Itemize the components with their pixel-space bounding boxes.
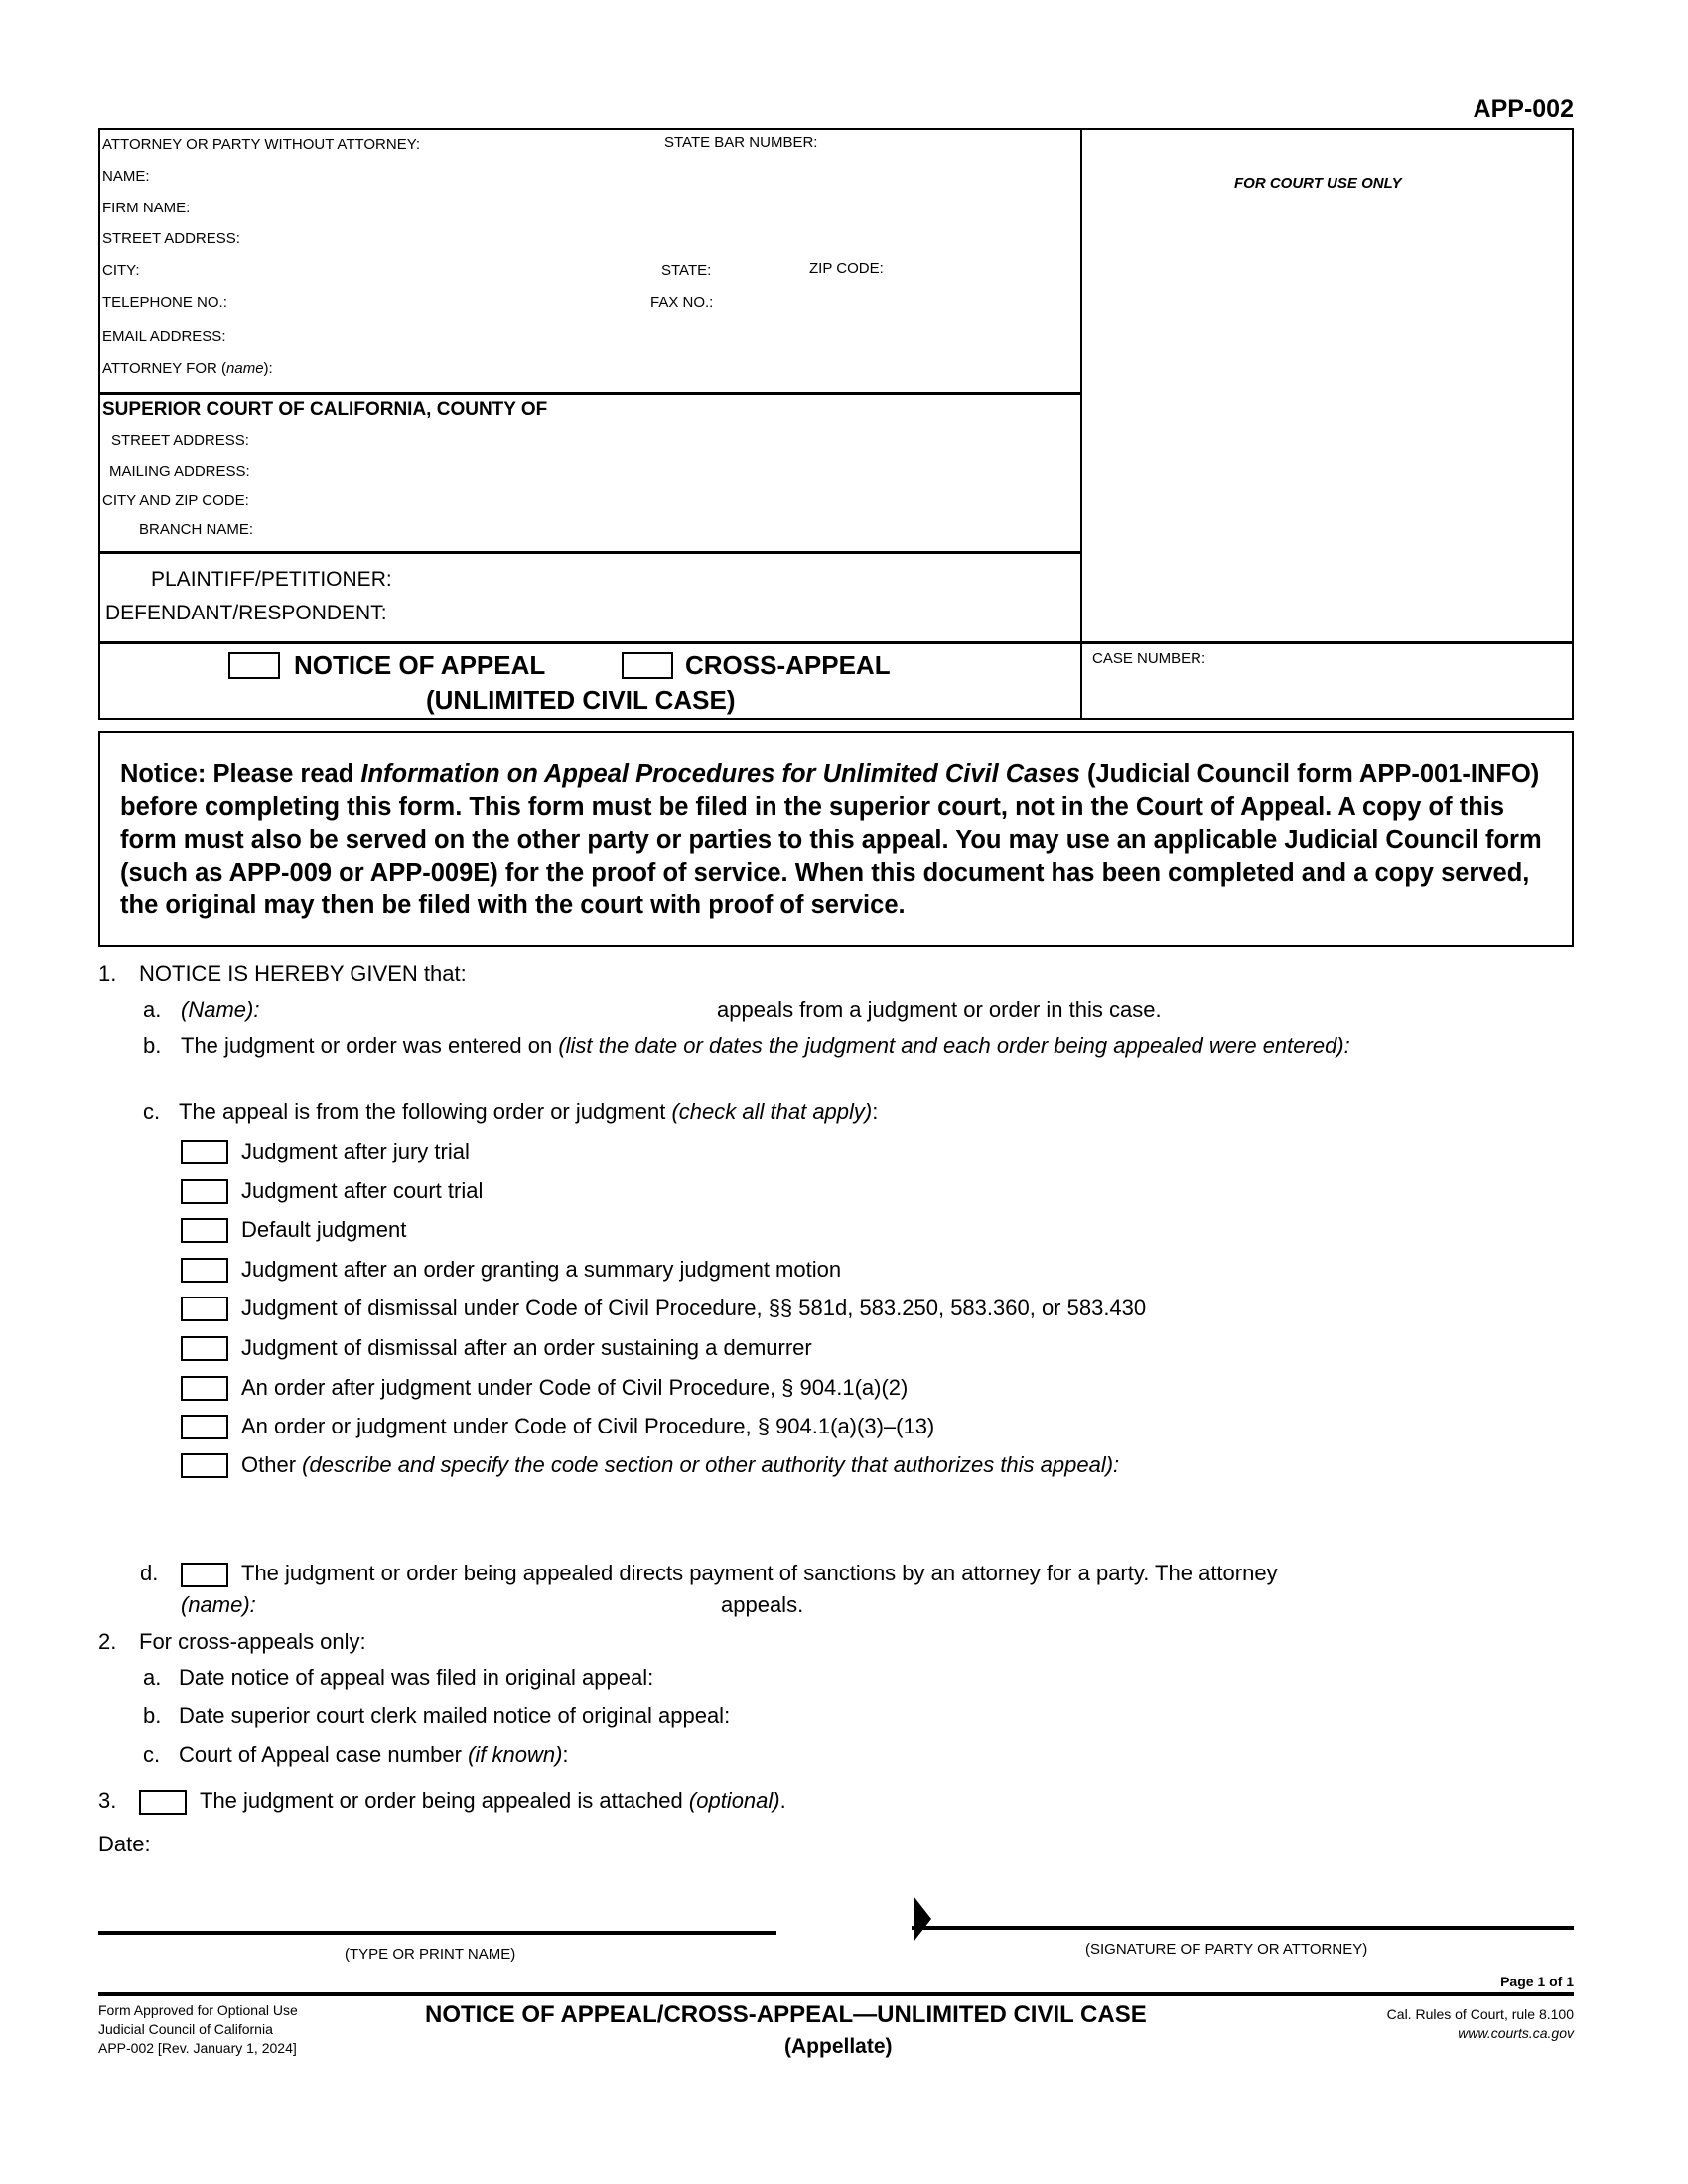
option-label: Default judgment bbox=[241, 1217, 407, 1242]
option-label: Judgment after jury trial bbox=[241, 1139, 470, 1163]
attorney-label: ATTORNEY OR PARTY WITHOUT ATTORNEY: bbox=[102, 136, 421, 153]
plaintiff-label: PLAINTIFF/PETITIONER: bbox=[151, 568, 392, 591]
option-checkbox[interactable] bbox=[181, 1179, 228, 1204]
name-label: NAME: bbox=[102, 168, 150, 185]
item3-text bbox=[200, 1788, 786, 1814]
item2b-text: Date superior court clerk mailed notice of original appeal: bbox=[179, 1704, 731, 1728]
text: (optional) bbox=[688, 1788, 780, 1813]
item2b-letter: b. bbox=[143, 1704, 162, 1728]
option-checkbox[interactable] bbox=[181, 1336, 228, 1361]
item1c-text bbox=[179, 1099, 878, 1125]
text: : bbox=[872, 1099, 879, 1124]
footer-left-1: Form Approved for Optional Use bbox=[98, 2002, 298, 2018]
item3-number: 3. bbox=[98, 1788, 117, 1813]
fax-label: FAX NO.: bbox=[650, 294, 714, 311]
cross-appeal-label: CROSS-APPEAL bbox=[685, 650, 891, 680]
signature-line[interactable] bbox=[912, 1926, 1574, 1930]
page-number: Page 1 of 1 bbox=[1500, 1974, 1574, 1989]
text: (Judicial Council form APP-001-INFO) before completing this form. This form must be filed in the superior court, not in the Court of Appeal. A copy of this form must also be served on the other party or parties to this appeal. You may use an applicable Judicial Council form (such as APP-009 or APP-009E) for the proof of service. When this document has been completed and a copy served, the original may then be filed with the court with proof of service. bbox=[120, 760, 1542, 919]
text: The appeal is from the following order or judgment bbox=[179, 1099, 672, 1124]
text: (check all that apply) bbox=[671, 1099, 873, 1124]
form-id: APP-002 bbox=[1473, 95, 1574, 123]
item2-number: 2. bbox=[98, 1629, 117, 1654]
option-label: Judgment of dismissal after an order sustaining a demurrer bbox=[241, 1335, 812, 1360]
text: name bbox=[226, 360, 264, 377]
item1a-name-label: (Name): bbox=[181, 997, 260, 1022]
option-checkbox[interactable] bbox=[181, 1376, 228, 1401]
court-mailing-label: MAILING ADDRESS: bbox=[109, 463, 250, 479]
option-label: Judgment of dismissal under Code of Civil Procedure, §§ 581d, 583.250, 583.360, or 583.430 bbox=[241, 1296, 1147, 1320]
footer-left-2: Judicial Council of California bbox=[98, 2021, 273, 2037]
case-number-label: CASE NUMBER: bbox=[1092, 650, 1206, 667]
text: ATTORNEY FOR ( bbox=[102, 360, 227, 377]
item1a-letter: a. bbox=[143, 997, 162, 1022]
court-branch-label: BRANCH NAME: bbox=[139, 521, 254, 538]
item1b-text bbox=[181, 1033, 1350, 1059]
attorney-for-label bbox=[102, 360, 273, 377]
court-street-label: STREET ADDRESS: bbox=[111, 432, 249, 449]
cross-appeal-checkbox[interactable] bbox=[622, 652, 673, 679]
print-name-line[interactable] bbox=[98, 1931, 776, 1935]
attached-checkbox[interactable] bbox=[139, 1790, 187, 1815]
text: (describe and specify the code section or other authority that authorizes this appeal): bbox=[302, 1452, 1120, 1477]
item2c-letter: c. bbox=[143, 1742, 161, 1767]
email-label: EMAIL ADDRESS: bbox=[102, 328, 226, 344]
option-label: An order or judgment under Code of Civil Procedure, § 904.1(a)(3)–(13) bbox=[241, 1414, 935, 1438]
state-label: STATE: bbox=[661, 262, 712, 279]
footer-rule bbox=[98, 1992, 1574, 1996]
item1a-text: appeals from a judgment or order in this case. bbox=[717, 997, 1162, 1022]
signature-arrow-icon bbox=[914, 1896, 931, 1942]
type-name-label: (TYPE OR PRINT NAME) bbox=[345, 1946, 516, 1963]
text: ): bbox=[263, 360, 273, 377]
footer-left-3: APP-002 [Rev. January 1, 2024] bbox=[98, 2040, 297, 2056]
item1d-appeals: appeals. bbox=[721, 1592, 804, 1617]
option-checkbox[interactable] bbox=[181, 1140, 228, 1164]
item1b-letter: b. bbox=[143, 1033, 162, 1058]
item1d-letter: d. bbox=[140, 1561, 159, 1585]
option-checkbox[interactable] bbox=[181, 1415, 228, 1439]
option-checkbox-other[interactable] bbox=[181, 1453, 228, 1478]
text: (list the date or dates the judgment and each order being appealed were entered): bbox=[558, 1033, 1350, 1058]
text: The judgment or order being appealed is attached bbox=[200, 1788, 689, 1813]
notice-of-appeal-label: NOTICE OF APPEAL bbox=[294, 650, 546, 680]
option-checkbox[interactable] bbox=[181, 1218, 228, 1243]
item1-text: NOTICE IS HEREBY GIVEN that: bbox=[139, 961, 467, 986]
date-label: Date: bbox=[98, 1832, 151, 1856]
text: Notice: Please read bbox=[120, 760, 361, 788]
street-address-label: STREET ADDRESS: bbox=[102, 230, 240, 247]
divider bbox=[98, 392, 1082, 395]
state-bar-label: STATE BAR NUMBER: bbox=[664, 134, 818, 151]
text: Other bbox=[241, 1452, 303, 1477]
item1-number: 1. bbox=[98, 961, 117, 986]
telephone-label: TELEPHONE NO.: bbox=[102, 294, 227, 311]
court-city-zip-label: CITY AND ZIP CODE: bbox=[102, 492, 249, 509]
item2c-text bbox=[179, 1742, 569, 1768]
option-label: Judgment after court trial bbox=[241, 1178, 484, 1203]
notice-of-appeal-checkbox[interactable] bbox=[228, 652, 280, 679]
footer-title: NOTICE OF APPEAL/CROSS-APPEAL—UNLIMITED CIVIL CASE bbox=[425, 2001, 1147, 2028]
unlimited-civil-case-label: (UNLIMITED CIVIL CASE) bbox=[426, 685, 736, 715]
text: Information on Appeal Procedures for Unlimited Civil Cases bbox=[360, 760, 1080, 788]
court-use-only-label: FOR COURT USE ONLY bbox=[1234, 175, 1402, 192]
notice-box bbox=[98, 731, 1574, 947]
caption-divider bbox=[1080, 128, 1082, 720]
signature-label: (SIGNATURE OF PARTY OR ATTORNEY) bbox=[1085, 1941, 1368, 1958]
text: : bbox=[562, 1742, 569, 1767]
text: . bbox=[779, 1788, 786, 1813]
firm-name-label: FIRM NAME: bbox=[102, 200, 191, 216]
footer-rule-citation: Cal. Rules of Court, rule 8.100 bbox=[1386, 2006, 1574, 2022]
footer-website-link[interactable]: www.courts.ca.gov bbox=[1458, 2025, 1574, 2041]
court-title: SUPERIOR COURT OF CALIFORNIA, COUNTY OF bbox=[102, 399, 548, 420]
caption-box bbox=[98, 128, 1574, 720]
option-checkbox[interactable] bbox=[181, 1258, 228, 1283]
option-label: Judgment after an order granting a summary judgment motion bbox=[241, 1257, 842, 1282]
option-checkbox[interactable] bbox=[181, 1297, 228, 1321]
footer-subtitle: (Appellate) bbox=[784, 2035, 893, 2058]
item1c-letter: c. bbox=[143, 1099, 161, 1124]
item2-text: For cross-appeals only: bbox=[139, 1629, 366, 1654]
text: The judgment or order was entered on bbox=[181, 1033, 559, 1058]
item2a-letter: a. bbox=[143, 1665, 162, 1690]
zip-label: ZIP CODE: bbox=[809, 260, 884, 277]
item2a-text: Date notice of appeal was filed in original appeal: bbox=[179, 1665, 654, 1690]
item1d-text: The judgment or order being appealed directs payment of sanctions by an attorney for a party. The attorney bbox=[241, 1561, 1278, 1585]
option-label-other bbox=[241, 1452, 1119, 1478]
item1d-name-label: (name): bbox=[181, 1592, 256, 1617]
option-label: An order after judgment under Code of Civil Procedure, § 904.1(a)(2) bbox=[241, 1375, 909, 1400]
city-label: CITY: bbox=[102, 262, 140, 279]
divider bbox=[98, 641, 1574, 644]
divider bbox=[98, 551, 1082, 554]
text: Court of Appeal case number bbox=[179, 1742, 469, 1767]
text: (if known) bbox=[468, 1742, 563, 1767]
defendant-label: DEFENDANT/RESPONDENT: bbox=[105, 602, 387, 624]
sanctions-checkbox[interactable] bbox=[181, 1563, 228, 1587]
